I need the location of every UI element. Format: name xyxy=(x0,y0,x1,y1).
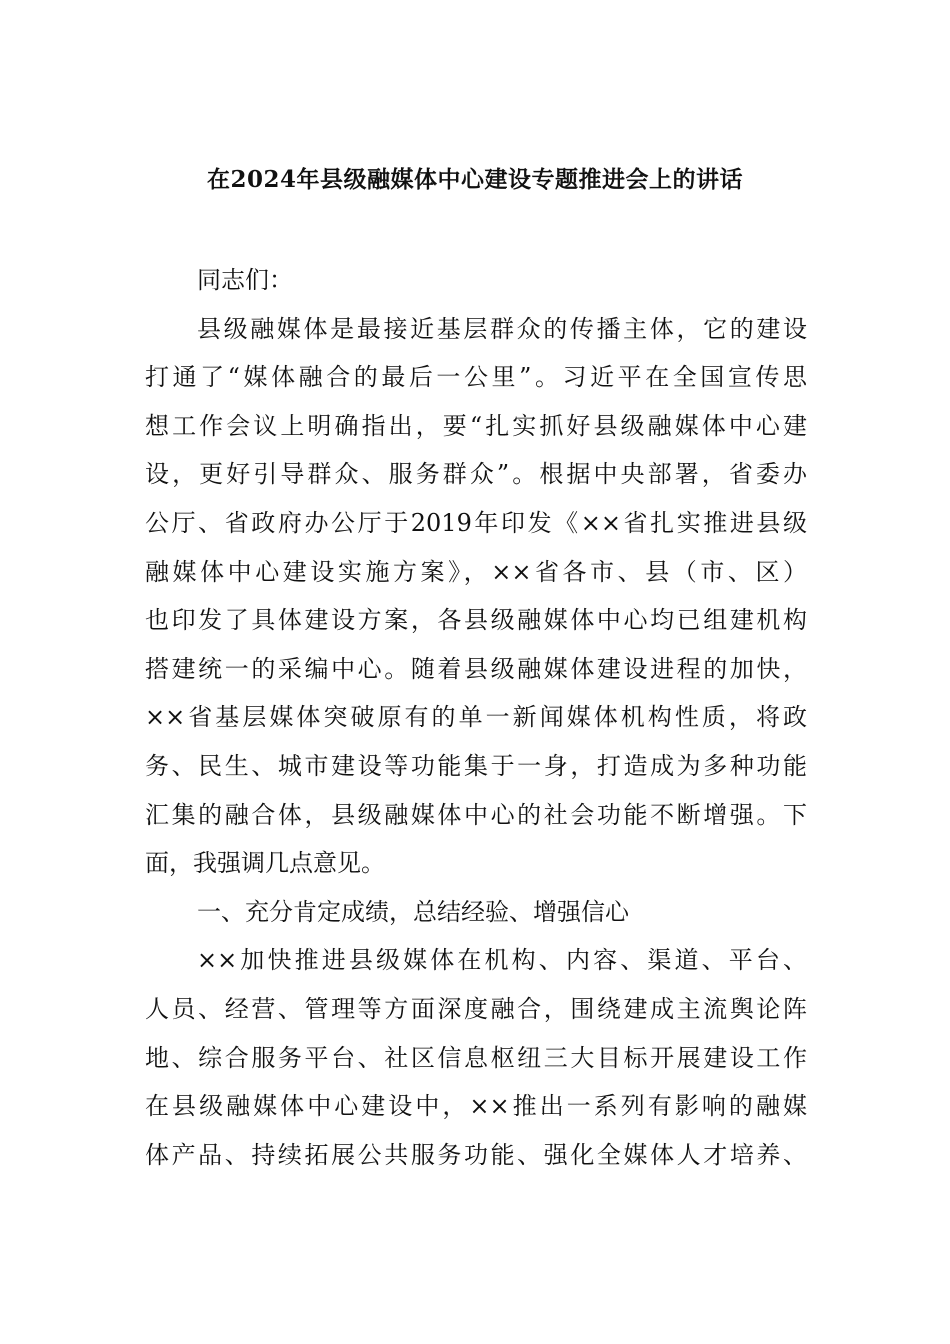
paragraph-line: 地、综合服务平台、社区信息枢纽三大目标开展建设工作 xyxy=(145,1043,807,1072)
paragraph-line: 县级融媒体是最接近基层群众的传播主体，它的建设 xyxy=(197,314,807,343)
paragraph-line: 人员、经营、管理等方面深度融合，围绕建成主流舆论阵 xyxy=(145,994,807,1023)
document-body xyxy=(145,256,807,1179)
paragraph-line: 搭建统一的采编中心。随着县级融媒体建设进程的加快， xyxy=(145,654,807,683)
paragraph-line: 公厅、省政府办公厅于2019年印发《××省扎实推进县级 xyxy=(145,508,807,537)
paragraph-line: 想工作会议上明确指出，要“扎实抓好县级融媒体中心建 xyxy=(145,411,807,440)
paragraph-line: 体产品、持续拓展公共服务功能、强化全媒体人才培养、 xyxy=(145,1140,807,1169)
document-title: 在2024年县级融媒体中心建设专题推进会上的讲话 xyxy=(206,166,743,193)
paragraph-line: 设，更好引导群众、服务群众”。根据中央部署，省委办 xyxy=(145,460,807,489)
section-heading: 一、充分肯定成绩，总结经验、增强信心 xyxy=(197,897,629,926)
paragraph-line: ××省基层媒体突破原有的单一新闻媒体机构性质，将政 xyxy=(145,703,807,732)
salutation-line: 同志们： xyxy=(197,266,293,294)
paragraph-line: 打通了“媒体融合的最后一公里”。习近平在全国宣传思 xyxy=(145,363,807,392)
paragraph-line: 汇集的融合体，县级融媒体中心的社会功能不断增强。下 xyxy=(145,800,807,829)
paragraph-line: 也印发了具体建设方案，各县级融媒体中心均已组建机构 xyxy=(145,606,807,635)
paragraph-line: 面，我强调几点意见。 xyxy=(145,849,385,878)
paragraph-line: 融媒体中心建设实施方案》，××省各市、县（市、区） xyxy=(145,557,807,586)
paragraph-line: 务、民生、城市建设等功能集于一身，打造成为多种功能 xyxy=(145,751,807,780)
paragraph-line: ××加快推进县级媒体在机构、内容、渠道、平台、 xyxy=(197,946,807,975)
paragraph-line: 在县级融媒体中心建设中，××推出一系列有影响的融媒 xyxy=(145,1092,807,1121)
